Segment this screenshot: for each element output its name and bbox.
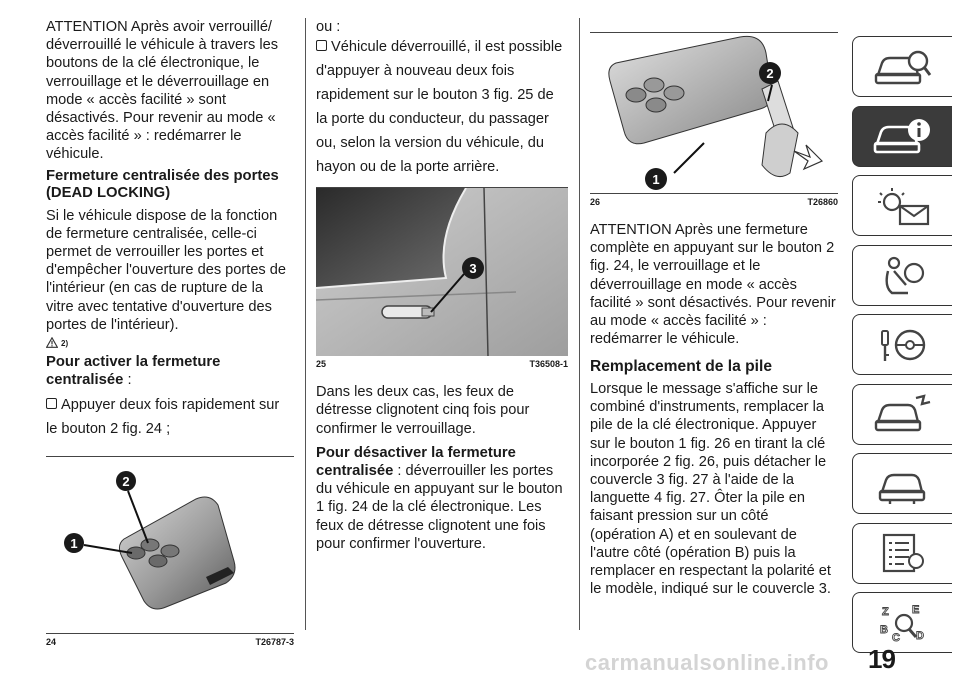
tab-technical-data[interactable]: [852, 523, 952, 584]
figure-25: [316, 188, 568, 356]
tab-car-maintenance[interactable]: [852, 453, 952, 514]
warning-triangle-icon: [46, 337, 58, 348]
tab-airbag-safety[interactable]: [852, 245, 952, 306]
car-emergency-icon: [872, 392, 934, 436]
bullet-activer: [46, 393, 294, 441]
heading-activer-colon: :: [123, 371, 132, 388]
car-maintenance-icon: [872, 462, 934, 506]
note-number: 2): [61, 339, 69, 349]
fig25-callout-3: 3: [469, 261, 477, 277]
battery-replacement-paragraph: Lorsque le message s'affiche sur le combiné d'instruments, remplacer la pile de la clé électronique. Appuyer sur le bouton 1 fig. 26 en tirant la clé incorporée 2 fig. 26, puis détacher le couvercle 3 fig. 27 à l'aide de la languette 4 fig. 27. Ôter la pile en faisant pression sur un côté (opération A) et en soulevant de l'autre côté (opération B) puis la remplacer en respectant la polarité et le modèle, indiqué sur le couvercle 3.: [590, 380, 831, 598]
svg-text:D: D: [915, 629, 924, 642]
figure-24-code: T26787-3: [255, 637, 294, 648]
figure-26-caption: [590, 194, 838, 207]
figure-26-number: 26: [590, 197, 601, 207]
airbag-seat-icon: [872, 253, 934, 297]
column-3: [590, 18, 838, 601]
checkbox-bullet-icon: [46, 398, 57, 409]
figure-25-number: 25: [316, 359, 327, 370]
figure-26: [590, 33, 838, 193]
warning-light-message-icon: [872, 184, 934, 228]
svg-text:C: C: [891, 631, 900, 644]
heading-desactiver: Pour désactiver la fermeture centralisée: [316, 444, 516, 480]
desactiver-text: : déverrouiller les portes du véhicule en appuyant sur le bouton 1 fig. 24 de la clé électronique. Les feux de détresse clignotent une fois pour confirmer l'ouverture.: [316, 463, 563, 552]
chapter-tabs: [852, 36, 952, 662]
tab-car-emergency[interactable]: [852, 384, 952, 445]
note-reference: [46, 337, 294, 348]
tab-alphabetical-index[interactable]: [852, 592, 952, 653]
bullet-verrouille-text: Véhicule déverrouillé, il est possible d'appuyer à nouveau deux fois rapidement sur le bouton 3 fig. 25 de la porte du conducteur, du passager ou, selon la version du véhicule, du hayon ou de la porte arrière.: [316, 39, 563, 176]
heading-activer-text: Pour activer la fermeture centralisée: [46, 354, 221, 388]
figure-24-number: 24: [46, 637, 57, 648]
fig26-callout-2: 2: [766, 66, 774, 81]
column-2: [316, 18, 568, 556]
figure-26-code: T26860: [807, 197, 838, 207]
hazard-lights-paragraph: Dans les deux cas, les feux de détresse clignotent cinq fois pour confirmer le verrouillage.: [316, 384, 530, 437]
svg-text:Z: Z: [881, 605, 889, 618]
desactiver-paragraph: [316, 444, 568, 553]
column-divider-2: [579, 18, 580, 630]
heading-remplacement-pile: Remplacement de la pile: [590, 358, 772, 376]
fig24-callout-2: 2: [122, 474, 130, 490]
dead-locking-paragraph: Si le véhicule dispose de la fonction de fermeture centralisée, celle-ci permet de verrouiller les portes et d'empêcher l'ouverture des portes de l'intérieur (en cas de rupture de la vitre avec tentative d'ouverture des portes de l'intérieur).: [46, 207, 287, 333]
attention-paragraph-2: ATTENTION Après une fermeture complète en appuyant sur le bouton 2 fig. 24, le verrouillage et le déverrouillage en mode « accès facilité » sont désactivés. Pour revenir au mode « accès facilité » : redémarrer le véhicule.: [590, 222, 836, 348]
tab-warning-lights[interactable]: [852, 175, 952, 236]
bullet-verrouille: [316, 35, 568, 179]
fig26-callout-1: 1: [652, 172, 660, 187]
ou-text: ou :: [316, 19, 341, 35]
svg-text:E: E: [911, 603, 919, 616]
figure-24-caption: [46, 634, 294, 647]
watermark: carmanualsonline.info: [585, 650, 829, 675]
heading-activer: [46, 354, 294, 389]
figure-25-code: T36508-1: [529, 359, 568, 370]
alphabetical-index-icon: [872, 601, 934, 645]
figure-24-key-card-image: [46, 457, 294, 633]
svg-text:B: B: [879, 623, 888, 636]
figure-26-key-battery-image: [590, 33, 838, 193]
key-steering-wheel-icon: [872, 323, 934, 367]
page-number: 19: [868, 644, 895, 674]
checkbox-bullet-icon: [316, 40, 327, 51]
technical-data-icon: [872, 531, 934, 575]
tab-car-search[interactable]: [852, 36, 952, 97]
car-info-icon: [871, 114, 935, 158]
car-search-icon: [872, 45, 934, 89]
fig24-callout-1: 1: [70, 536, 78, 552]
figure-24: [46, 457, 294, 633]
bullet-activer-text: Appuyer deux fois rapidement sur le bouton 2 fig. 24 ;: [46, 397, 280, 438]
column-divider-1: [305, 18, 306, 630]
figure-25-door-handle-image: [316, 188, 568, 356]
tab-key-driving[interactable]: [852, 314, 952, 375]
tab-car-info[interactable]: [852, 106, 952, 167]
heading-dead-locking: Fermeture centralisée des portes (DEAD LOCKING): [46, 167, 279, 202]
figure-25-caption: [316, 356, 568, 369]
attention-paragraph-1: ATTENTION Après avoir verrouillé/ déverrouillé le véhicule à travers les boutons de la clé électronique, le verrouillage et le déverrouillage en mode « accès facilité » sont désactivés. Pour revenir au mode « accès facilité » : redémarrer le véhicule.: [46, 19, 278, 163]
column-1: [46, 18, 294, 647]
